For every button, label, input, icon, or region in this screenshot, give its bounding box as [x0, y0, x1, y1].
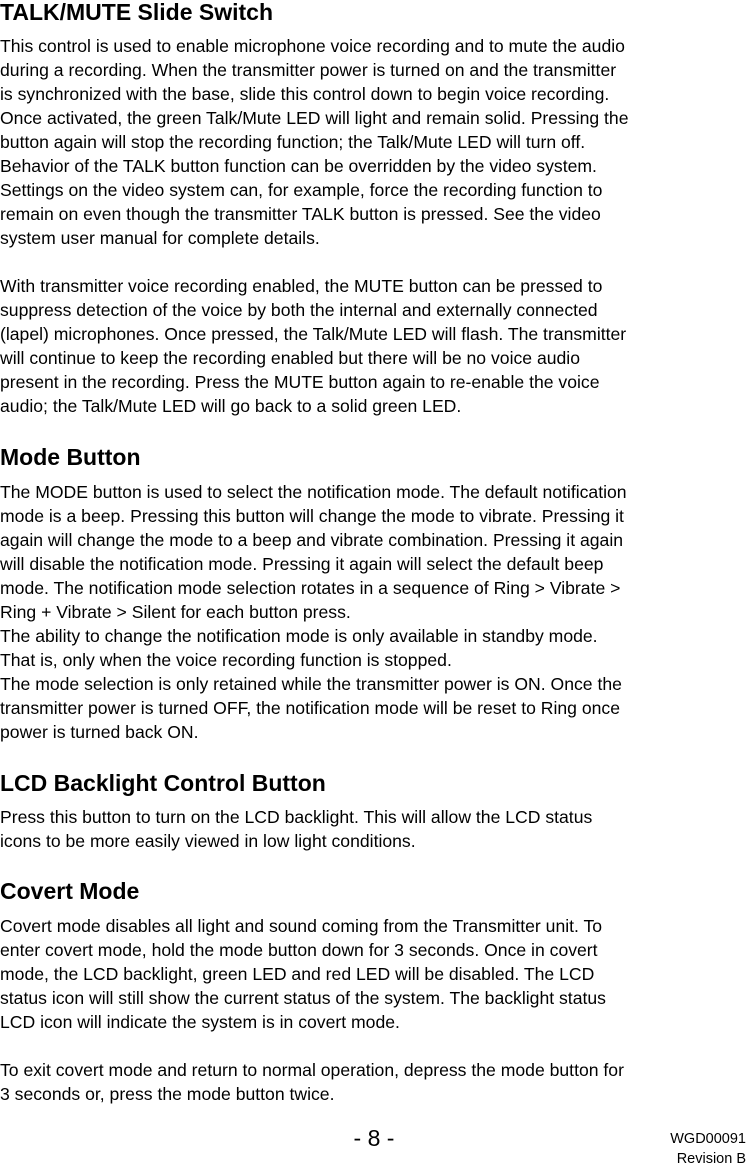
paragraph-line: mode. The notification mode selection rotates in a sequence of Ring > Vibrate >: [0, 578, 621, 598]
paragraph-line: Once activated, the green Talk/Mute LED will light and remain solid. Pressing the: [0, 108, 629, 128]
paragraph-line: Behavior of the TALK button function can be overridden by the video system.: [0, 156, 597, 176]
paragraph-line: suppress detection of the voice by both the internal and externally connected: [0, 300, 598, 320]
section-heading-talk-mute: TALK/MUTE Slide Switch: [0, 0, 274, 25]
paragraph-line: is synchronized with the base, slide this control down to begin voice recording.: [0, 84, 610, 104]
paragraph-line: transmitter power is turned OFF, the notification mode will be reset to Ring once: [0, 698, 620, 718]
paragraph-line: present in the recording. Press the MUTE button again to re-enable the voice: [0, 372, 600, 392]
paragraph-line: Ring + Vibrate > Silent for each button press.: [0, 602, 351, 622]
paragraph-line: This control is used to enable microphone voice recording and to mute the audio: [0, 36, 625, 56]
paragraph-line: With transmitter voice recording enabled, the MUTE button can be pressed to: [0, 276, 603, 296]
paragraph-line: Covert mode disables all light and sound coming from the Transmitter unit. To: [0, 916, 603, 936]
paragraph-line: Press this button to turn on the LCD backlight. This will allow the LCD status: [0, 807, 593, 827]
page-number: - 8 -: [353, 1125, 395, 1151]
section-heading-lcd-backlight: LCD Backlight Control Button: [0, 770, 326, 796]
paragraph-line: icons to be more easily viewed in low light conditions.: [0, 831, 416, 851]
paragraph-line: remain on even though the transmitter TALK button is pressed. See the video: [0, 204, 601, 224]
paragraph-line: again will change the mode to a beep and vibrate combination. Pressing it again: [0, 530, 624, 550]
paragraph-line: mode is a beep. Pressing this button will change the mode to vibrate. Pressing it: [0, 506, 624, 526]
paragraph-line: will disable the notification mode. Pressing it again will select the default beep: [0, 554, 604, 574]
paragraph-line: button again will stop the recording function; the Talk/Mute LED will turn off.: [0, 132, 586, 152]
paragraph-line: will continue to keep the recording enabled but there will be no voice audio: [0, 348, 580, 368]
paragraph-line: system user manual for complete details.: [0, 228, 320, 248]
section-heading-mode-button: Mode Button: [0, 444, 141, 470]
document-id: WGD00091: [670, 1131, 746, 1147]
paragraph-line: audio; the Talk/Mute LED will go back to a solid green LED.: [0, 396, 462, 416]
paragraph-line: mode, the LCD backlight, green LED and red LED will be disabled. The LCD: [0, 964, 595, 984]
paragraph-line: To exit covert mode and return to normal operation, depress the mode button for: [0, 1060, 624, 1080]
paragraph-line: status icon will still show the current status of the system. The backlight status: [0, 988, 606, 1008]
revision-label: Revision B: [676, 1151, 746, 1167]
paragraph-line: enter covert mode, hold the mode button down for 3 seconds. Once in covert: [0, 940, 598, 960]
paragraph-line: during a recording. When the transmitter power is turned on and the transmitter: [0, 60, 617, 80]
paragraph-line: power is turned back ON.: [0, 722, 199, 742]
paragraph-line: The MODE button is used to select the notification mode. The default notification: [0, 482, 627, 502]
paragraph-line: The mode selection is only retained while the transmitter power is ON. Once the: [0, 674, 622, 694]
paragraph-line: Settings on the video system can, for example, force the recording function to: [0, 180, 603, 200]
paragraph-line: The ability to change the notification mode is only available in standby mode.: [0, 626, 598, 646]
section-heading-covert-mode: Covert Mode: [0, 878, 140, 904]
paragraph-line: (lapel) microphones. Once pressed, the Talk/Mute LED will flash. The transmitter: [0, 324, 627, 344]
paragraph-line: That is, only when the voice recording function is stopped.: [0, 650, 452, 670]
paragraph-line: LCD icon will indicate the system is in covert mode.: [0, 1012, 400, 1032]
paragraph-line: 3 seconds or, press the mode button twice.: [0, 1084, 335, 1104]
